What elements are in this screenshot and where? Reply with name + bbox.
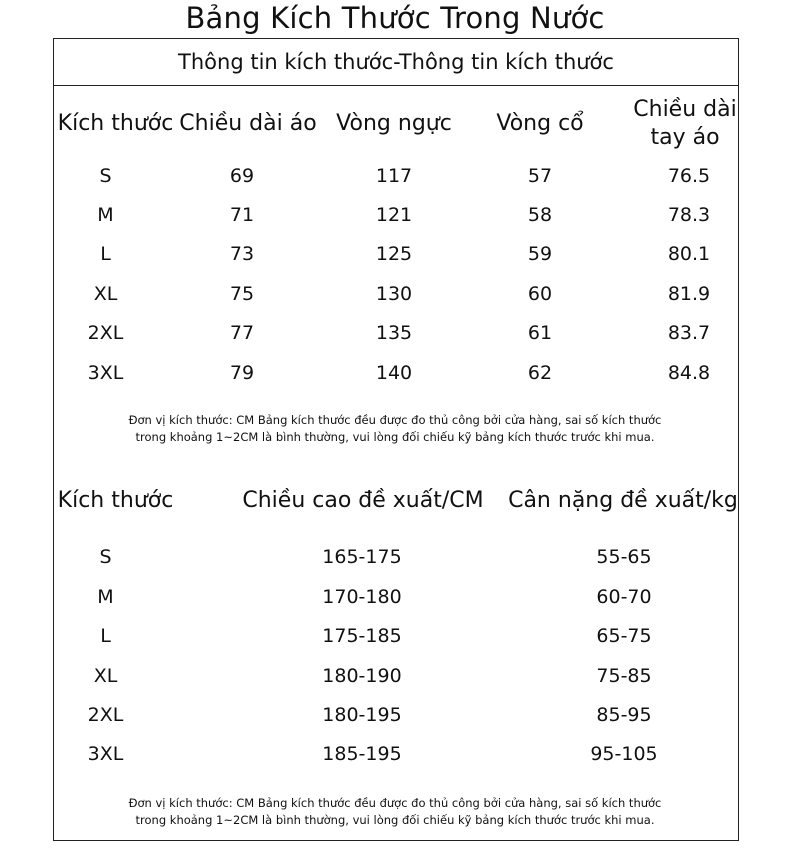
table2-header-height: Chiều cao đề xuất/CM bbox=[242, 488, 484, 513]
value-cell: 121 bbox=[375, 204, 413, 226]
value-cell: 185-195 bbox=[322, 743, 402, 765]
value-cell: 165-175 bbox=[322, 546, 402, 568]
table2-note bbox=[0, 795, 790, 829]
size-cell: XL bbox=[93, 283, 118, 305]
note-line: Đơn vị kích thước: CM Bảng kích thước đều được đo thủ công bởi cửa hàng, sai số kích thước bbox=[128, 413, 662, 427]
size-cell: XL bbox=[93, 665, 118, 687]
size-cell: M bbox=[97, 586, 114, 608]
value-cell: 55-65 bbox=[596, 546, 652, 568]
note-line: trong khoảng 1~2CM là bình thường, vui lòng đối chiếu kỹ bảng kích thước trước khi mua. bbox=[135, 813, 655, 827]
value-cell: 180-195 bbox=[322, 704, 402, 726]
value-cell: 125 bbox=[375, 243, 413, 265]
page-title: Bảng Kích Thước Trong Nước bbox=[185, 1, 605, 35]
size-cell: 3XL bbox=[87, 743, 124, 765]
size-cell: S bbox=[99, 165, 112, 187]
value-cell: 81.9 bbox=[667, 283, 711, 305]
size-cell: L bbox=[100, 625, 111, 647]
table2-header-size: Kích thước bbox=[57, 488, 174, 513]
value-cell: 59 bbox=[527, 243, 553, 265]
note-line: Đơn vị kích thước: CM Bảng kích thước đều được đo thủ công bởi cửa hàng, sai số kích thước bbox=[128, 796, 662, 810]
value-cell: 135 bbox=[375, 322, 413, 344]
value-cell: 79 bbox=[229, 362, 255, 384]
table2-header-weight: Cân nặng đề xuất/kg bbox=[508, 488, 738, 513]
value-cell: 62 bbox=[527, 362, 553, 384]
note-line: trong khoảng 1~2CM là bình thường, vui lòng đối chiếu kỹ bảng kích thước trước khi mua. bbox=[135, 430, 655, 444]
value-cell: 170-180 bbox=[322, 586, 402, 608]
size-cell: 2XL bbox=[87, 704, 124, 726]
value-cell: 85-95 bbox=[596, 704, 652, 726]
table1-note bbox=[0, 412, 790, 446]
value-cell: 80.1 bbox=[667, 243, 711, 265]
value-cell: 140 bbox=[375, 362, 413, 384]
value-cell: 78.3 bbox=[667, 204, 711, 226]
value-cell: 57 bbox=[527, 165, 553, 187]
value-cell: 75 bbox=[229, 283, 255, 305]
value-cell: 58 bbox=[527, 204, 553, 226]
value-cell: 73 bbox=[229, 243, 255, 265]
value-cell: 83.7 bbox=[667, 322, 711, 344]
size-cell: 3XL bbox=[87, 362, 124, 384]
size-cell: S bbox=[99, 546, 112, 568]
value-cell: 69 bbox=[229, 165, 255, 187]
value-cell: 61 bbox=[527, 322, 553, 344]
table1-header-size: Kích thước bbox=[57, 111, 174, 136]
value-cell: 60 bbox=[527, 283, 553, 305]
value-cell: 71 bbox=[229, 204, 255, 226]
value-cell: 180-190 bbox=[322, 665, 402, 687]
value-cell: 75-85 bbox=[596, 665, 652, 687]
value-cell: 65-75 bbox=[596, 625, 652, 647]
table1-header-chest: Vòng ngực bbox=[336, 111, 452, 136]
size-cell: L bbox=[100, 243, 111, 265]
value-cell: 77 bbox=[229, 322, 255, 344]
table1-header-sleeve-line1: Chiều dài bbox=[633, 97, 737, 122]
table1-heading: Thông tin kích thước-Thông tin kích thước bbox=[53, 38, 739, 86]
size-cell: 2XL bbox=[87, 322, 124, 344]
value-cell: 84.8 bbox=[667, 362, 711, 384]
value-cell: 76.5 bbox=[667, 165, 711, 187]
value-cell: 117 bbox=[375, 165, 413, 187]
value-cell: 60-70 bbox=[596, 586, 652, 608]
value-cell: 95-105 bbox=[590, 743, 658, 765]
table1-header-length: Chiều dài áo bbox=[179, 111, 317, 136]
table1-header-sleeve-line2: tay áo bbox=[650, 125, 720, 150]
size-cell: M bbox=[97, 204, 114, 226]
value-cell: 175-185 bbox=[322, 625, 402, 647]
table1-header-neck: Vòng cổ bbox=[496, 111, 584, 136]
value-cell: 130 bbox=[375, 283, 413, 305]
